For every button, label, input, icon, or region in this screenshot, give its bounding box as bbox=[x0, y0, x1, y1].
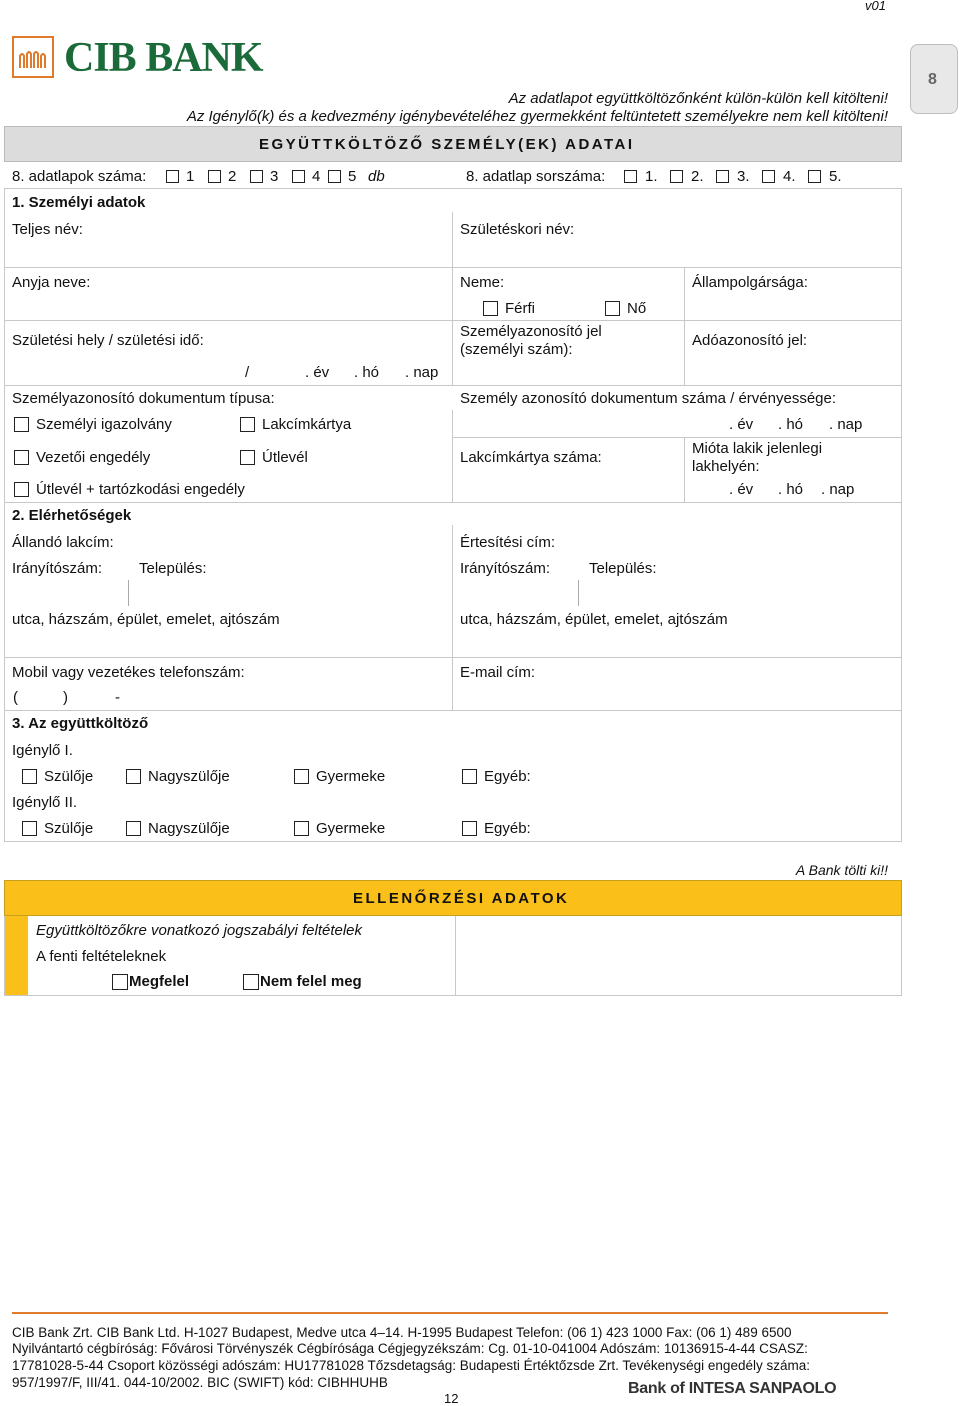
applicant1-grandparent-checkbox[interactable] bbox=[126, 769, 141, 784]
check-title: ELLENŐRZÉSI ADATOK bbox=[353, 890, 570, 907]
doc-address-card-label: Lakcímkártya bbox=[262, 416, 352, 433]
sheet-count-option-4: 4 bbox=[312, 168, 321, 185]
applicant2-other-label: Egyéb: bbox=[484, 820, 531, 837]
permanent-zip-label[interactable]: Irányítószám: bbox=[12, 560, 103, 577]
doc-passport-residence-label: Útlevél + tartózkodási engedély bbox=[36, 481, 245, 498]
applicant1-label: Igénylő I. bbox=[12, 742, 73, 759]
sheet-count-checkbox-1[interactable] bbox=[166, 170, 179, 183]
mother-name-label[interactable]: Anyja neve: bbox=[12, 274, 91, 291]
birth-place-label[interactable]: Születési hely / születési idő: bbox=[12, 332, 204, 349]
permanent-street-label[interactable]: utca, házszám, épület, emelet, ajtószám bbox=[12, 611, 280, 628]
birth-name-label[interactable]: Születéskori név: bbox=[460, 221, 575, 238]
living-since-label[interactable]: Mióta lakik jelenlegi bbox=[692, 440, 823, 457]
sheet-count-unit: db bbox=[368, 168, 385, 185]
footer-line-4: 957/1997/F, III/41. 044-10/2002. BIC (SWIFT) kód: CIBHHUHB bbox=[12, 1375, 388, 1390]
intesa-sanpaolo-logo: Bank of INTESA SANPAOLO bbox=[628, 1380, 837, 1397]
mailing-street-label[interactable]: utca, házszám, épület, emelet, ajtószám bbox=[460, 611, 728, 628]
sex-label: Neme: bbox=[460, 274, 505, 291]
sheet-seq-option-5: 5. bbox=[829, 168, 842, 185]
doc-driving-checkbox[interactable] bbox=[14, 450, 29, 465]
sheet-count-option-5: 5 bbox=[348, 168, 357, 185]
doc-id-card-label: Személyi igazolvány bbox=[36, 416, 172, 433]
phone-area-open[interactable]: ( bbox=[13, 689, 18, 706]
applicant1-child-label: Gyermeke bbox=[316, 768, 386, 785]
sheet-seq-label: 8. adatlap sorszáma: bbox=[466, 168, 606, 185]
permanent-address-label: Állandó lakcím: bbox=[12, 534, 114, 551]
sheet-seq-option-3: 3. bbox=[737, 168, 750, 185]
applicant2-grandparent-label: Nagyszülője bbox=[148, 820, 230, 837]
applicant2-parent-label: Szülője bbox=[44, 820, 94, 837]
sheet-count-option-1: 1 bbox=[186, 168, 195, 185]
doc-passport-checkbox[interactable] bbox=[240, 450, 255, 465]
bank-fill-note: A Bank tölti ki!! bbox=[795, 862, 888, 878]
applicant2-grandparent-checkbox[interactable] bbox=[126, 821, 141, 836]
sheet-count-option-3: 3 bbox=[270, 168, 279, 185]
section-title: EGYÜTTKÖLTÖZŐ SZEMÉLY(EK) ADATAI bbox=[259, 136, 635, 153]
phone-label: Mobil vagy vezetékes telefonszám: bbox=[12, 664, 245, 681]
sheet-seq-checkbox-4[interactable] bbox=[762, 170, 775, 183]
sheet-seq-option-4: 4. bbox=[783, 168, 796, 185]
tax-id-label[interactable]: Adóazonosító jel: bbox=[692, 332, 808, 349]
applicant2-other-checkbox[interactable] bbox=[462, 821, 477, 836]
applicant1-other-label: Egyéb: bbox=[484, 768, 531, 785]
relation-heading: 3. Az együttköltöző bbox=[12, 715, 149, 732]
birth-date-month[interactable]: . hó bbox=[354, 364, 380, 381]
living-since-year[interactable]: . év bbox=[729, 481, 754, 498]
sheet-count-checkbox-2[interactable] bbox=[208, 170, 221, 183]
doc-valid-day[interactable]: . nap bbox=[829, 416, 863, 433]
doc-driving-label: Vezetői engedély bbox=[36, 449, 151, 466]
cib-logo-icon bbox=[12, 36, 54, 78]
page-number: 12 bbox=[444, 1391, 459, 1406]
email-label[interactable]: E-mail cím: bbox=[460, 664, 535, 681]
check-not-ok-checkbox[interactable] bbox=[243, 974, 259, 990]
sheet-count-label: 8. adatlapok száma: bbox=[12, 168, 147, 185]
doc-id-card-checkbox[interactable] bbox=[14, 417, 29, 432]
check-rule-label: Együttköltözőkre vonatkozó jogszabályi feltételek bbox=[36, 922, 363, 939]
check-conditions-label: A fenti feltételeknek bbox=[36, 948, 167, 965]
living-since-month[interactable]: . hó bbox=[778, 481, 804, 498]
sheet-seq-option-1: 1. bbox=[645, 168, 658, 185]
cib-logo-text: CIB BANK bbox=[64, 35, 263, 81]
note-line-2: Az Igénylő(k) és a kedvezmény igénybevételéhez gyermekként feltüntetett személyekre nem kell kitölteni! bbox=[186, 108, 888, 125]
sex-female-checkbox[interactable] bbox=[605, 301, 620, 316]
applicant1-other-checkbox[interactable] bbox=[462, 769, 477, 784]
sex-male-checkbox[interactable] bbox=[483, 301, 498, 316]
applicant2-label: Igénylő II. bbox=[12, 794, 78, 811]
doc-passport-residence-checkbox[interactable] bbox=[14, 482, 29, 497]
sheet-count-checkbox-5[interactable] bbox=[328, 170, 341, 183]
sex-male-label: Férfi bbox=[505, 300, 535, 317]
personal-id-label[interactable]: Személyazonosító jel bbox=[460, 323, 602, 340]
page-tab-label: 8 bbox=[928, 71, 937, 88]
sex-female-label: Nő bbox=[627, 300, 647, 317]
permanent-city-label[interactable]: Település: bbox=[139, 560, 207, 577]
footer-line-2: Nyilvántartó cégbíróság: Fővárosi Törvényszék Cégbírósága Cégjegyzékszám: Cg. 01-10-041004 Adószám: 10136915-4-44 CSASZ: bbox=[12, 1341, 808, 1356]
living-since-sublabel: lakhelyén: bbox=[692, 458, 760, 475]
sheet-seq-checkbox-2[interactable] bbox=[670, 170, 683, 183]
applicant1-child-checkbox[interactable] bbox=[294, 769, 309, 784]
personal-id-sublabel: (személyi szám): bbox=[460, 341, 573, 358]
section-header bbox=[4, 126, 902, 162]
note-line-1: Az adatlapot együttköltözőnként külön-külön kell kitölteni! bbox=[508, 90, 888, 107]
doc-type-label: Személyazonosító dokumentum típusa: bbox=[12, 390, 275, 407]
mailing-zip-label[interactable]: Irányítószám: bbox=[460, 560, 551, 577]
personal-heading: 1. Személyi adatok bbox=[12, 194, 146, 211]
sheet-count-checkbox-4[interactable] bbox=[292, 170, 305, 183]
citizenship-label[interactable]: Állampolgársága: bbox=[692, 274, 808, 291]
footer-rule bbox=[12, 1312, 888, 1314]
sheet-count-option-2: 2 bbox=[228, 168, 237, 185]
sheet-seq-option-2: 2. bbox=[691, 168, 704, 185]
applicant1-parent-label: Szülője bbox=[44, 768, 94, 785]
doc-passport-label: Útlevél bbox=[262, 449, 308, 466]
sheet-seq-checkbox-3[interactable] bbox=[716, 170, 729, 183]
contacts-heading: 2. Elérhetőségek bbox=[12, 507, 132, 524]
doc-valid-year[interactable]: . év bbox=[729, 416, 754, 433]
doc-address-card-checkbox[interactable] bbox=[240, 417, 255, 432]
applicant2-child-checkbox[interactable] bbox=[294, 821, 309, 836]
applicant1-parent-checkbox[interactable] bbox=[22, 769, 37, 784]
applicant1-grandparent-label: Nagyszülője bbox=[148, 768, 230, 785]
address-card-number-label[interactable]: Lakcímkártya száma: bbox=[460, 449, 602, 466]
living-since-day[interactable]: . nap bbox=[821, 481, 855, 498]
applicant2-parent-checkbox[interactable] bbox=[22, 821, 37, 836]
mailing-city-label[interactable]: Település: bbox=[589, 560, 657, 577]
version-label: v01 bbox=[865, 0, 886, 13]
phone-area-close[interactable]: ) bbox=[63, 689, 68, 706]
check-ok-checkbox[interactable] bbox=[112, 974, 128, 990]
footer-line-3: 17781028-5-44 Csoport közösségi adószám: HU17781028 Tőzsdetagság: Budapesti Értéktőzsde Zrt. Tevékenységi engedély száma: bbox=[12, 1358, 810, 1373]
check-ok-label: Megfelel bbox=[129, 973, 190, 990]
sheet-count-checkbox-3[interactable] bbox=[250, 170, 263, 183]
footer-line-1: CIB Bank Zrt. CIB Bank Ltd. H-1027 Budapest, Medve utca 4–14. H-1995 Budapest Telefon: (06 1) 423 1000 Fax: (06 1) 489 6500 bbox=[12, 1325, 792, 1340]
full-name-label[interactable]: Teljes név: bbox=[12, 221, 83, 238]
birth-date-year[interactable]: . év bbox=[305, 364, 330, 381]
birth-date-separator: / bbox=[245, 364, 250, 381]
doc-valid-month[interactable]: . hó bbox=[778, 416, 804, 433]
check-sidebar bbox=[5, 916, 28, 995]
check-not-ok-label: Nem felel meg bbox=[260, 973, 362, 990]
sheet-seq-checkbox-1[interactable] bbox=[624, 170, 637, 183]
check-header bbox=[4, 880, 902, 916]
sheet-seq-checkbox-5[interactable] bbox=[808, 170, 821, 183]
phone-dash[interactable]: - bbox=[115, 689, 120, 706]
birth-date-day[interactable]: . nap bbox=[405, 364, 439, 381]
doc-number-label[interactable]: Személy azonosító dokumentum száma / érvényessége: bbox=[460, 390, 837, 407]
applicant2-child-label: Gyermeke bbox=[316, 820, 386, 837]
mailing-address-label: Értesítési cím: bbox=[460, 534, 556, 551]
page-tab bbox=[910, 44, 958, 114]
